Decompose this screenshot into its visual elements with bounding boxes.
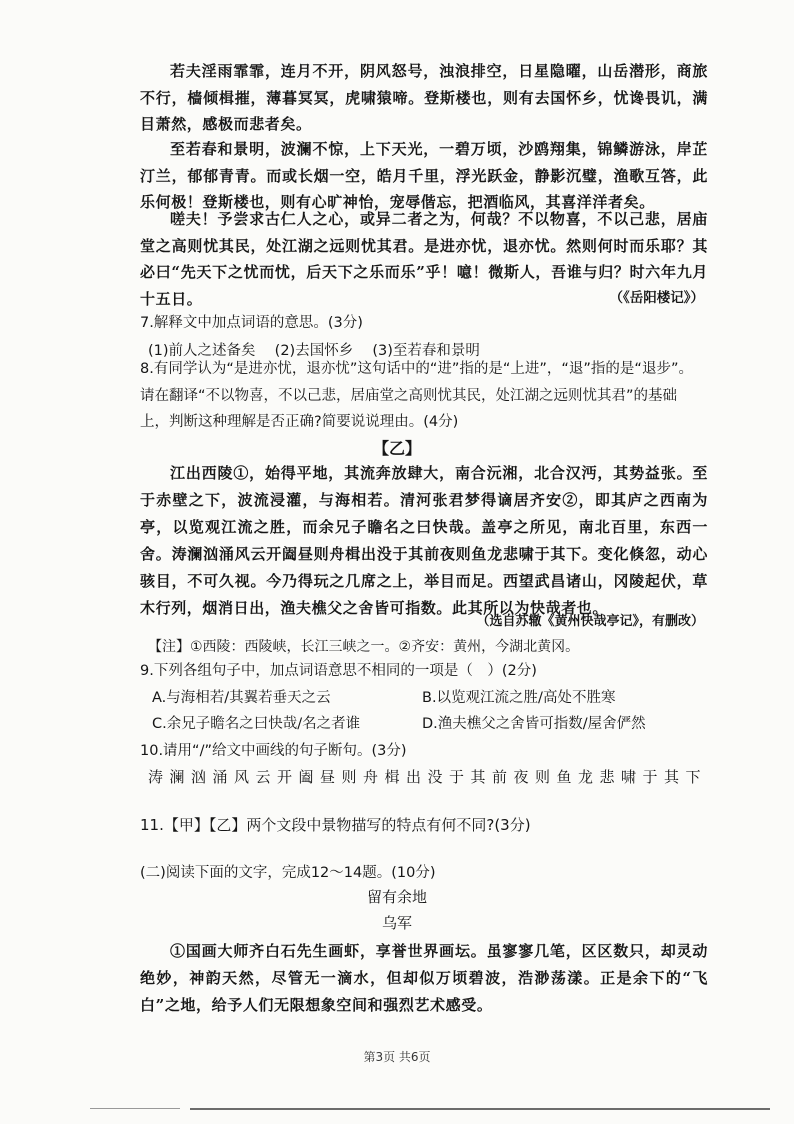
question-7-item-1: (1)前人之述备矣 [148,343,256,359]
article-title: 留有余地 [366,888,427,906]
passage-jia-para-1: 若夫淫雨霏霏，连月不开，阴风怒号，浊浪排空，日星隐曜，山岳潜形，商旅不行，樯倾楫摧，薄暮冥冥，虎啸猿啼。登斯楼也，则有去国怀乡，忧谗畏讥，满目萧然，感极而悲者矣。 [140,62,708,133]
question-9-option-d: D.渔夫樵父之舍皆可指数/屋舍俨然 [422,716,646,732]
passage-yi-source: （选自苏辙《黄州快哉亭记》，有删改） [476,614,704,629]
question-10-stem: 10.请用“/”给文中画线的句子断句。(3分) [140,743,407,759]
passage-jia-para-2: 至若春和景明，波澜不惊，上下天光，一碧万顷，沙鸥翔集，锦鳞游泳，岸芷汀兰，郁郁青青。而或长烟一空，皓月千里，浮光跃金，静影沉璧，渔歌互答，此乐何极！登斯楼也，则有心旷神怡，宠辱偕忘，把酒临风，其喜洋洋者矣。 [140,140,708,211]
question-9-stem: 9.下列各组句子中，加点词语意思不相同的一项是（ ）(2分) [140,663,537,679]
article-author: 乌军 [381,914,412,932]
passage-yi-para: 江出西陵①，始得平地，其流奔放肆大，南合沅湘，北合汉沔，其势益张。至于赤壁之下，波流浸灌，与海相若。清河张君梦得谪居齐安②，即其庐之西南为亭，以览观江流之胜，而余兄子瞻名之曰快哉。盖亭之所见，南北百里，东西一舍。涛澜汹涌风云开阖昼则舟楫出没于其前夜则鱼龙悲啸于其下。变化倏忽，动心骇目，不可久视。今乃得玩之几席之上，举目而足。西望武昌诸山，冈陵起伏，草木行列，烟消日出，渔夫樵父之舍皆可指数。此其所以为快哉者也。 [140,464,708,617]
question-7-stem: 7.解释文中加点词语的意思。(3分) [140,315,363,331]
footer-rule-left [90,1108,180,1109]
page-footer: 第3页 共6页 [363,1050,431,1064]
question-9-option-b: B.以览观江流之胜/高处不胜寒 [422,690,616,706]
question-8: 8.有同学认为“是进亦忧，退亦忧”这句话中的“进”指的是“上进”，“退”指的是“退步”。请在翻译“不以物喜，不以己悲，居庙堂之高则忧其民，处江湖之远则忧其君”的基础上，判断这种理解是否正确?简要说说理由。(4分) [140,361,693,430]
question-7-item-3: (3)至若春和景明 [372,343,480,359]
question-11-stem: 11.【甲】【乙】两个文段中景物描写的特点有何不同?(3分) [140,816,531,834]
question-9-option-c: C.余兄子瞻名之曰快哉/名之者谁 [152,716,361,732]
footer-rule [190,1108,770,1110]
passage-yi-note: 【注】①西陵：西陵峡，长江三峡之一。②齐安：黄州，今湖北黄冈。 [148,639,580,655]
question-10-sentence: 涛澜汹涌风云开阖昼则舟楫出没于其前夜则鱼龙悲啸于其下 [148,768,708,786]
passage-yi-heading: 【乙】 [372,439,421,458]
passage-jia-source: （《岳阳楼记》） [609,290,704,306]
passage-jia-para-3: 嗟夫！予尝求古仁人之心，或异二者之为，何哉？不以物喜，不以己悲，居庙堂之高则忧其民，处江湖之远则忧其君。是进亦忧，退亦忧。然则何时而乐耶？其必曰“先天下之忧而忧，后天下之乐而乐”乎！噫！微斯人，吾谁与归？时六年九月十五日。 [140,210,708,308]
article-para-1: ①国画大师齐白石先生画虾，享誉世界画坛。虽寥寥几笔，区区数只，却灵动绝妙，神韵天然，尽管无一滴水，但却似万顷碧波，浩渺荡漾。正是余下的“飞白”之地，给予人们无限想象空间和强烈艺术感受。 [140,942,708,1014]
section-2-heading: (二)阅读下面的文字，完成12～14题。(10分) [140,865,436,881]
question-7-item-2: (2)去国怀乡 [274,343,354,359]
question-7 [140,310,706,336]
question-9-option-a: A.与海相若/其翼若垂天之云 [152,690,331,706]
